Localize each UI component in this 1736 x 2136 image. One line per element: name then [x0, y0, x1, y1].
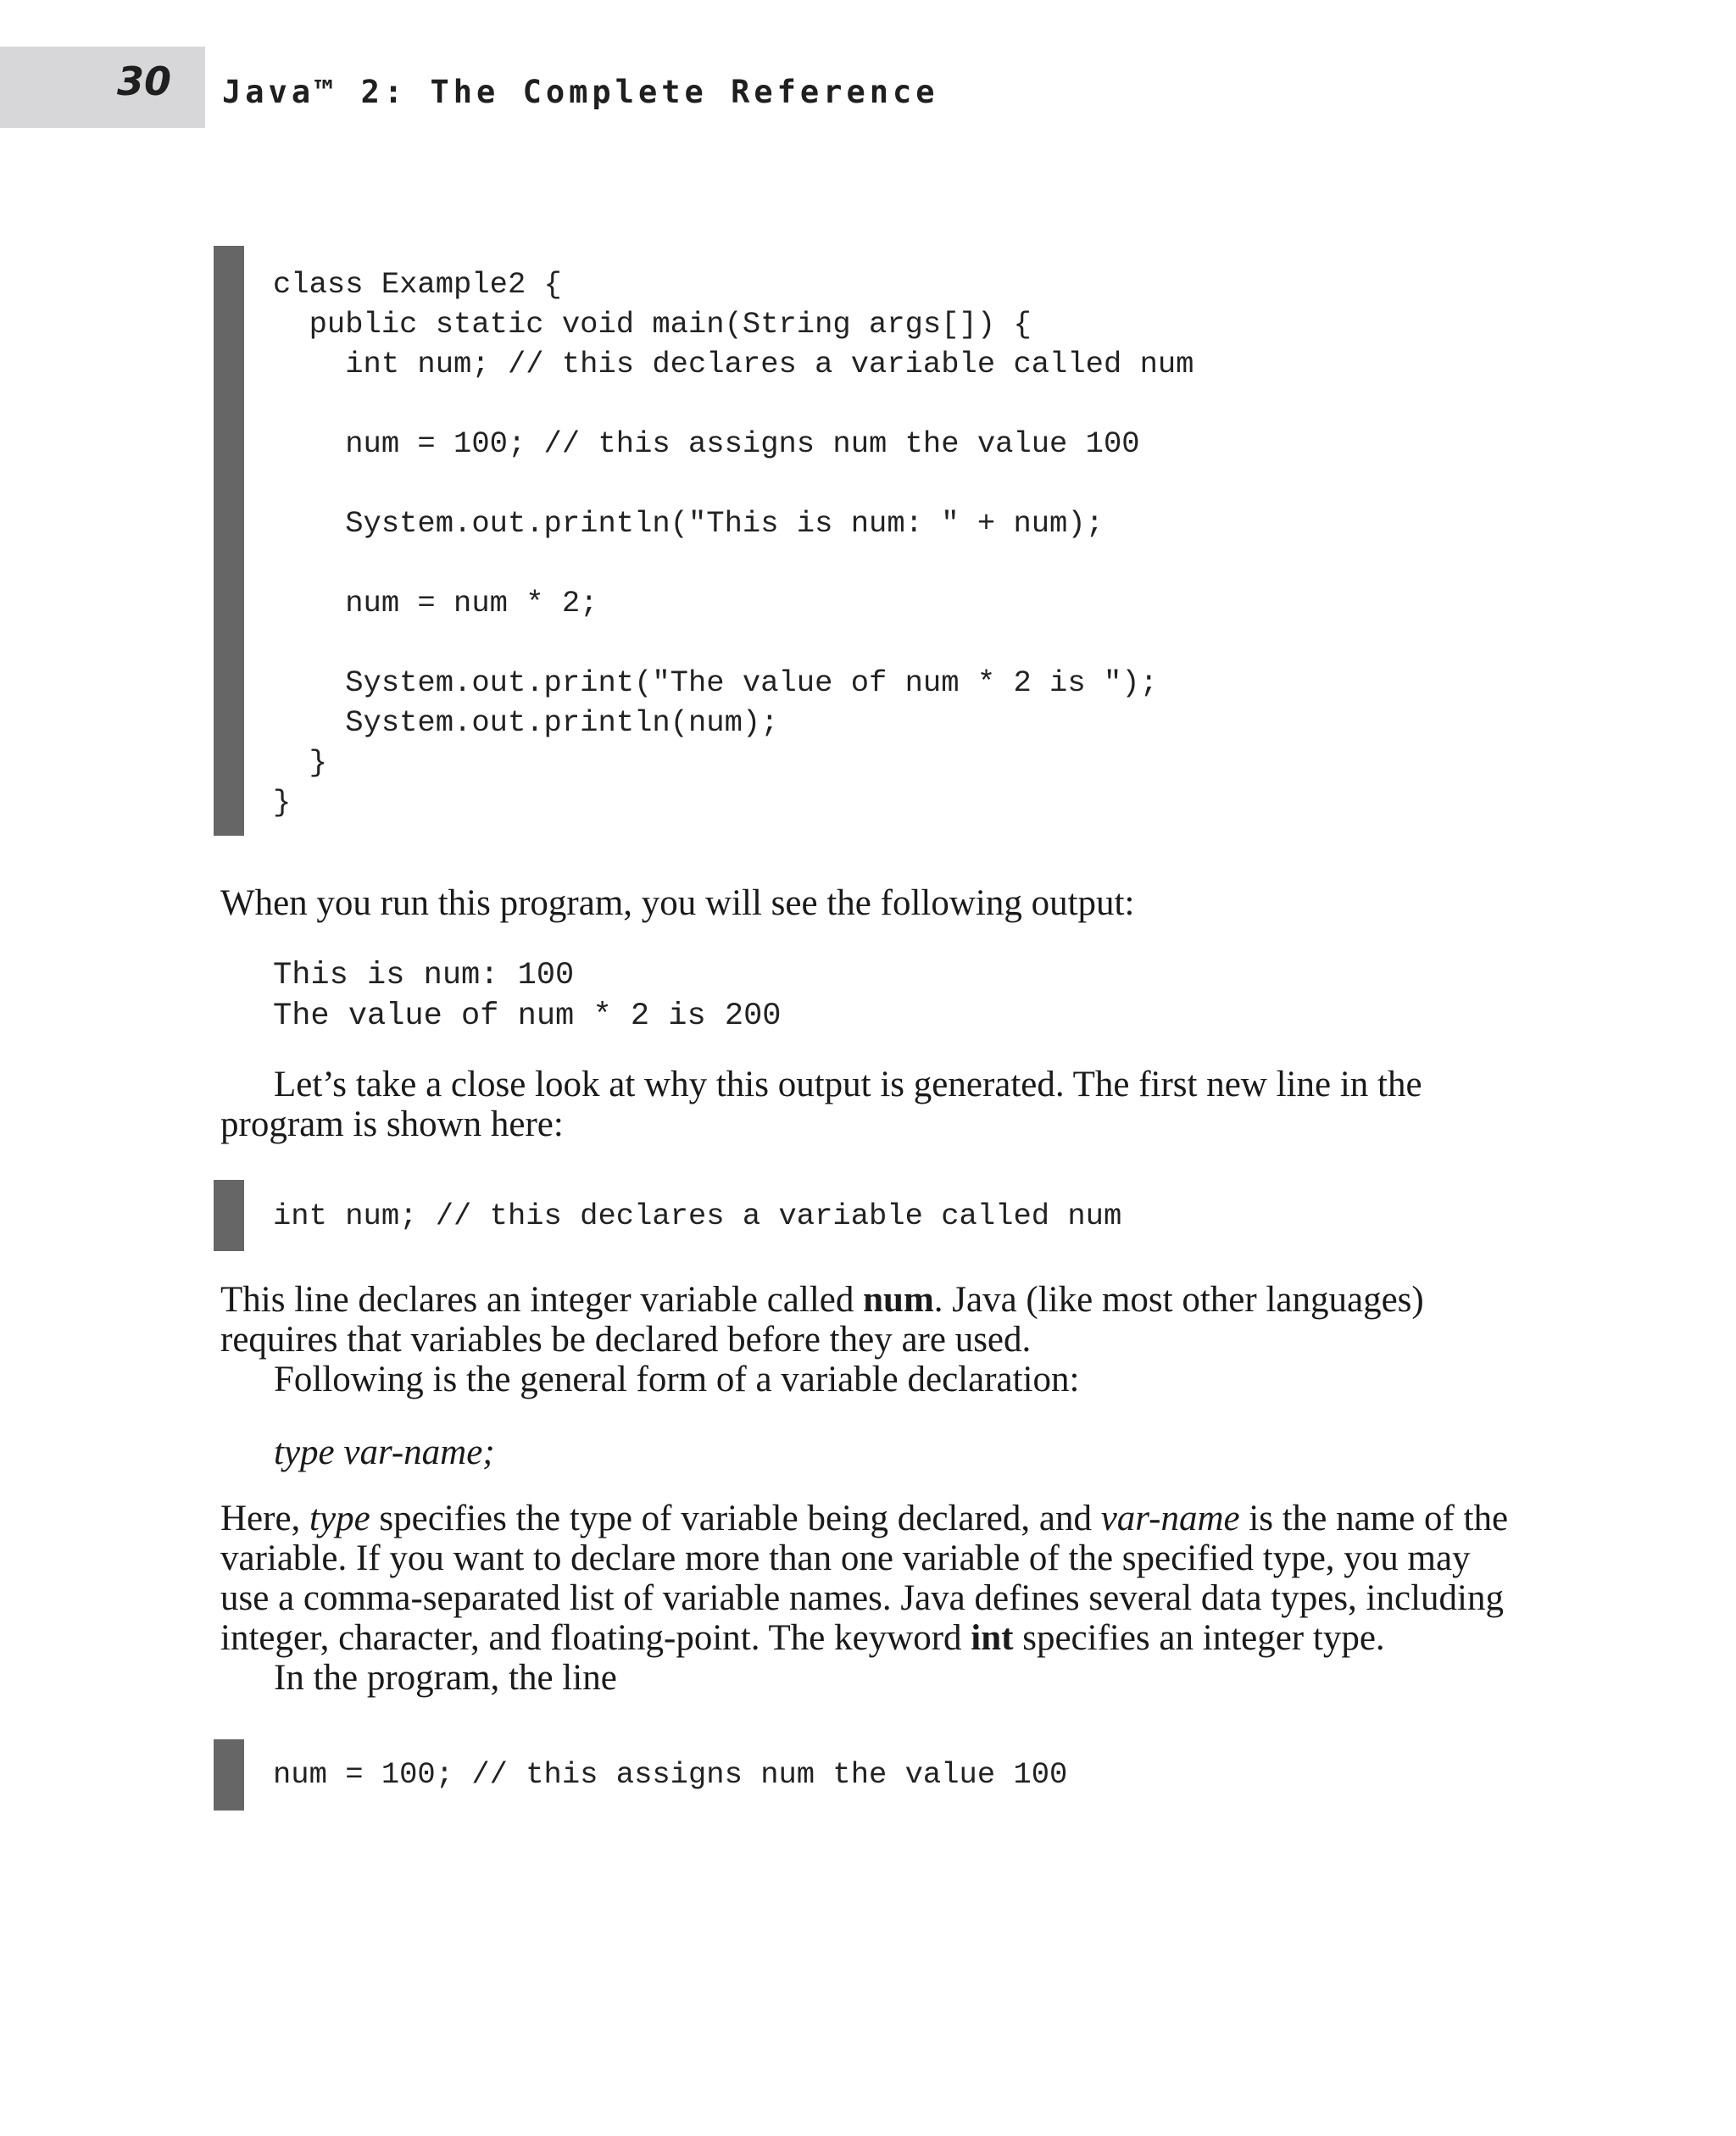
- term-type: type: [309, 1499, 370, 1538]
- output-line: The value of num * 2 is 200: [273, 998, 782, 1034]
- code-block-marker: [214, 1180, 244, 1251]
- text-line: [220, 1280, 1543, 1320]
- text-line: Let’s take a close look at why this output is generated. The first new line in the: [274, 1065, 1422, 1104]
- text-line: variable. If you want to declare more than one variable of the specified type, you may: [220, 1538, 1471, 1578]
- code-line: }: [273, 785, 292, 820]
- text-run: integer, character, and floating-point. The keyword: [220, 1618, 971, 1658]
- text-run: specifies the type of variable being declared, and: [370, 1499, 1101, 1538]
- text-run: . Java (like most other languages): [933, 1280, 1424, 1320]
- code-line: class Example2 {: [273, 267, 562, 302]
- syntax-form: type var-name;: [274, 1432, 495, 1472]
- text-line: Following is the general form of a variable declaration:: [274, 1360, 1080, 1399]
- text-run: Here,: [220, 1499, 310, 1538]
- text-line: [220, 1499, 1543, 1538]
- text-line: use a comma-separated list of variable names. Java defines several data types, including: [220, 1578, 1504, 1618]
- text-line: program is shown here:: [220, 1104, 564, 1144]
- code-block-marker: [214, 246, 244, 836]
- text-run: This line declares an integer variable called: [220, 1280, 864, 1320]
- keyword-num: num: [863, 1280, 934, 1320]
- paragraph-here: [220, 1499, 1543, 1698]
- code-line: System.out.println(num);: [273, 705, 779, 740]
- term-var-name: var-name: [1100, 1499, 1240, 1538]
- text-line: [220, 1618, 1543, 1658]
- page-number-tab: [0, 47, 205, 128]
- code-line: System.out.print("The value of num * 2 is ");: [273, 665, 1158, 700]
- code-line: System.out.println("This is num: " + num);: [273, 506, 1104, 541]
- text-line: In the program, the line: [274, 1658, 617, 1698]
- code-line: public static void main(String args[]) {: [273, 307, 1032, 342]
- code-line: num = 100; // this assigns num the value 100: [273, 426, 1140, 461]
- paragraph-declares: [220, 1280, 1543, 1399]
- text-run: is the name of the: [1239, 1499, 1509, 1538]
- code-line: }: [273, 745, 327, 780]
- text-line: requires that variables be declared before they are used.: [220, 1320, 1032, 1360]
- paragraph-output-intro: [220, 883, 1543, 923]
- code-block-marker: [214, 1739, 244, 1811]
- code-line: int num; // this declares a variable called num: [273, 1199, 1122, 1233]
- code-line: num = num * 2;: [273, 586, 598, 620]
- page-number: 30: [117, 58, 172, 104]
- code-line: int num; // this declares a variable called num: [273, 347, 1194, 381]
- paragraph-close-look: [220, 1065, 1543, 1144]
- text-run: specifies an integer type.: [1013, 1618, 1385, 1658]
- code-line: num = 100; // this assigns num the value 100: [273, 1757, 1068, 1792]
- text-line: When you run this program, you will see the following output:: [220, 883, 1135, 923]
- output-line: This is num: 100: [273, 958, 575, 993]
- keyword-int: int: [971, 1618, 1014, 1658]
- running-title: Java™ 2: The Complete Reference: [222, 74, 939, 110]
